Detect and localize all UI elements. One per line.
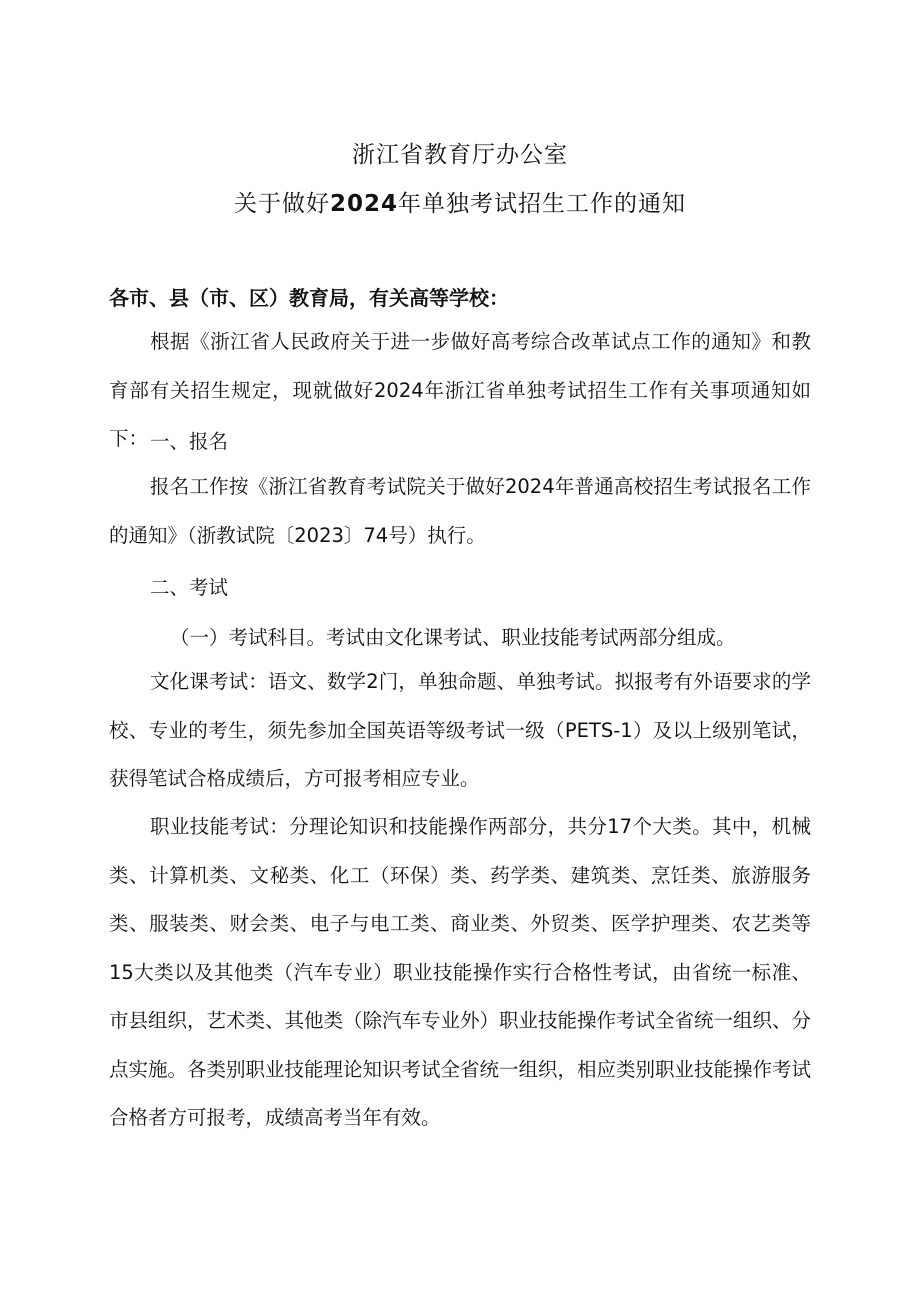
section-2-heading: 二、考试 xyxy=(150,576,229,599)
title-line-1: 浙江省教育厅办公室 xyxy=(352,142,568,168)
salutation: 各市、县（市、区）教育局，有关高等学校： xyxy=(109,286,509,310)
title-prefix: 关于做好 xyxy=(233,191,330,217)
section-2-subheading: （一）考试科目。考试由文化课考试、职业技能考试两部分组成。 xyxy=(170,626,736,649)
title-suffix: 年单独考试招生工作的通知 xyxy=(398,191,686,217)
intro-paragraph: 根据《浙江省人民政府关于进一步做好高考综合改革试点工作的通知》和教育部有关招生规定，现就做好2024年浙江省单独考试招生工作有关事项通知如下： xyxy=(109,330,811,450)
title-line-2 xyxy=(0,185,920,218)
culture-exam-paragraph: 文化课考试：语文、数学2门，单独命题、单独考试。拟报考有外语要求的学校、专业的考生，须先参加全国英语等级考试一级（PETS-1）及以上级别笔试，获得笔试合格成绩后，方可报考相应专业。 xyxy=(109,670,811,790)
title-year: 2024 xyxy=(329,191,398,217)
section-1-heading: 一、报名 xyxy=(150,430,229,453)
skill-exam-paragraph: 职业技能考试：分理论知识和技能操作两部分，共分17个大类。其中，机械类、计算机类、文秘类、化工（环保）类、药学类、建筑类、烹饪类、旅游服务类、服装类、财会类、电子与电工类、商业类、外贸类、医学护理类、农艺类等15大类以及其他类（汽车专业）职业技能操作实行合格性考试，由省统一标准、市县组织，艺术类、其他类（除汽车专业外）职业技能操作考试全省统一组织、分点实施。各类别职业技能理论知识考试全省统一组织，相应类别职业技能操作考试合格者方可报考，成绩高考当年有效。 xyxy=(109,815,812,1129)
section-1-body: 报名工作按《浙江省教育考试院关于做好2024年普通高校招生考试报名工作的通知》（浙教试院〔2023〕74号）执行。 xyxy=(109,475,811,547)
